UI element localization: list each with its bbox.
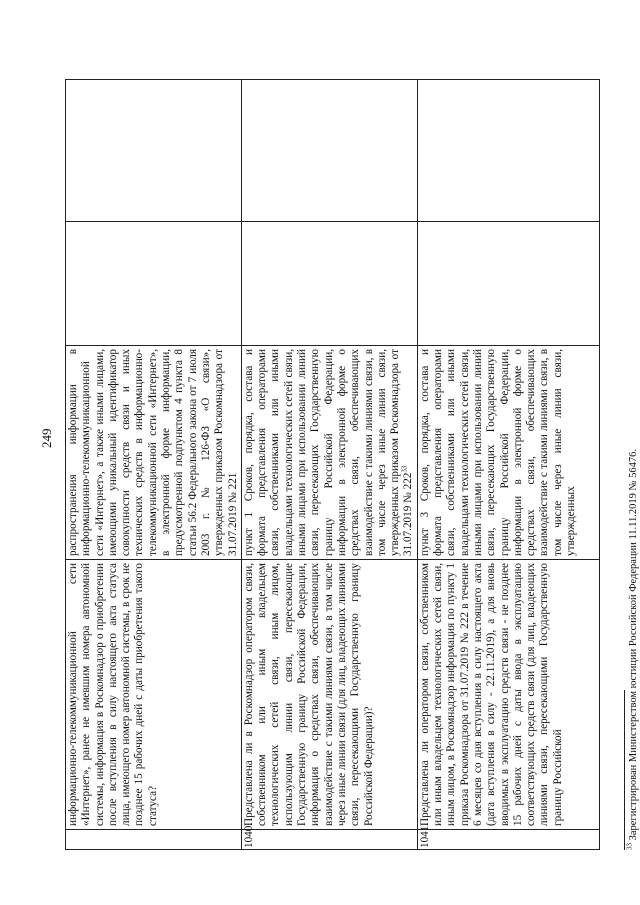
footnote-marker: 33 (625, 843, 634, 850)
note-cell (241, 80, 417, 222)
footnote-divider (624, 690, 625, 850)
answer-cell (66, 222, 242, 346)
page-number: 249 (39, 428, 54, 448)
reference-cell: пункт 3 Сроков, порядка, состава и формата представления операторами связи, собственниками или иными владельцами технологических сетей связи, иными лицами при использовании линий связи, пересекающих Государственную границу Российской Федерации, информации в электронной форме о средствах связи, обеспечивающих взаимодействие с такими линиями связи, в том числе через иные линии связи, утвержденных (417, 346, 599, 560)
question-cell: Представлена ли в Роскомнадзор оператором связи, собственником или иным владельцем технологических сетей связи, иным лицом, использующим линии связи, пересекающие Государственную границу Российской Федерации, информация о средствах связи, обеспечивающих взаимодействие с такими линиями связи, в том числе через иные линии связи (для лиц, владеющих линиями связи, пересекающими Государственную границу Российской Федерации)? (241, 560, 417, 830)
reference-cell: распространения информации в информационно-телекоммуникационной сети «Интернет», а также иными лицами, имеющими уникальный идентификатор совокупности средств связи и иных технических средств в информационно-телекоммуникационной сети «Интернет», в электронной форме информации, предусмотренной подпунктом 4 пункта 8 статьи 56.2 Федерального закона от 7 июля 2003 г. № 126-ФЗ «О связи», утвержденных приказом Роскомнадзора от 31.07.2019 № 221 (66, 346, 242, 560)
table-row (66, 80, 242, 850)
table-row (417, 80, 599, 850)
note-cell (417, 80, 599, 222)
row-number: 1041. (417, 830, 599, 850)
footnote-text (625, 90, 640, 850)
note-cell (66, 80, 242, 222)
row-number: 1040. (241, 830, 417, 850)
footnote-ref: 33 (400, 465, 409, 473)
question-cell: Представлена ли оператором связи, собственником или иным владельцем технологических сетей связи, иным лицом, в Роскомнадзор информация по пункту 1 приказа Роскомнадзора от 31.07.2019 № 222 в течение 6 месяцев со дня вступления в силу настоящего акта (дата вступления в силу - 22.11.2019), а для вновь вводимых в эксплуатацию средств связи - не позднее 15 рабочих дней с даты ввода в эксплуатацию соответствующих средств связи (для лиц, владеющих линиями связи, пересекающими Государственную границу Российской (417, 560, 599, 830)
table-row (241, 80, 417, 850)
answer-cell (241, 222, 417, 346)
reference-cell (241, 346, 417, 560)
question-cell: информационно-телекоммуникационной сети «Интернет», ранее не имевшим номера автономной системы, информация в Роскомнадзор о приобретении после вступления в силу настоящего акта статуса лица, имеющего номер автономной системы, в срок не позднее 15 рабочих дней с даты приобретения такого статуса? (66, 560, 242, 830)
footnote (624, 90, 640, 850)
footnote-body: Зарегистрирован Министерством юстиции Российской Федерации 11.11.2019 № 56476. (628, 448, 639, 841)
answer-cell (417, 222, 599, 346)
rotated-table-area (65, 80, 585, 850)
checklist-table (65, 79, 600, 850)
row-number (66, 830, 242, 850)
reference-text: пункт 1 Сроков, порядка, состава и формата представления операторами связи, собственниками или иными владельцами технологических сетей связи, иными лицами при использовании линий связи, пересекающих Государственную границу Российской Федерации, информации в электронной форме о средствах связи, обеспечивающих взаимодействие с такими линиями связи, в том числе через иные линии связи, утвержденных приказом Роскомнадзора от 31.07.2019 № 222 (242, 349, 415, 556)
